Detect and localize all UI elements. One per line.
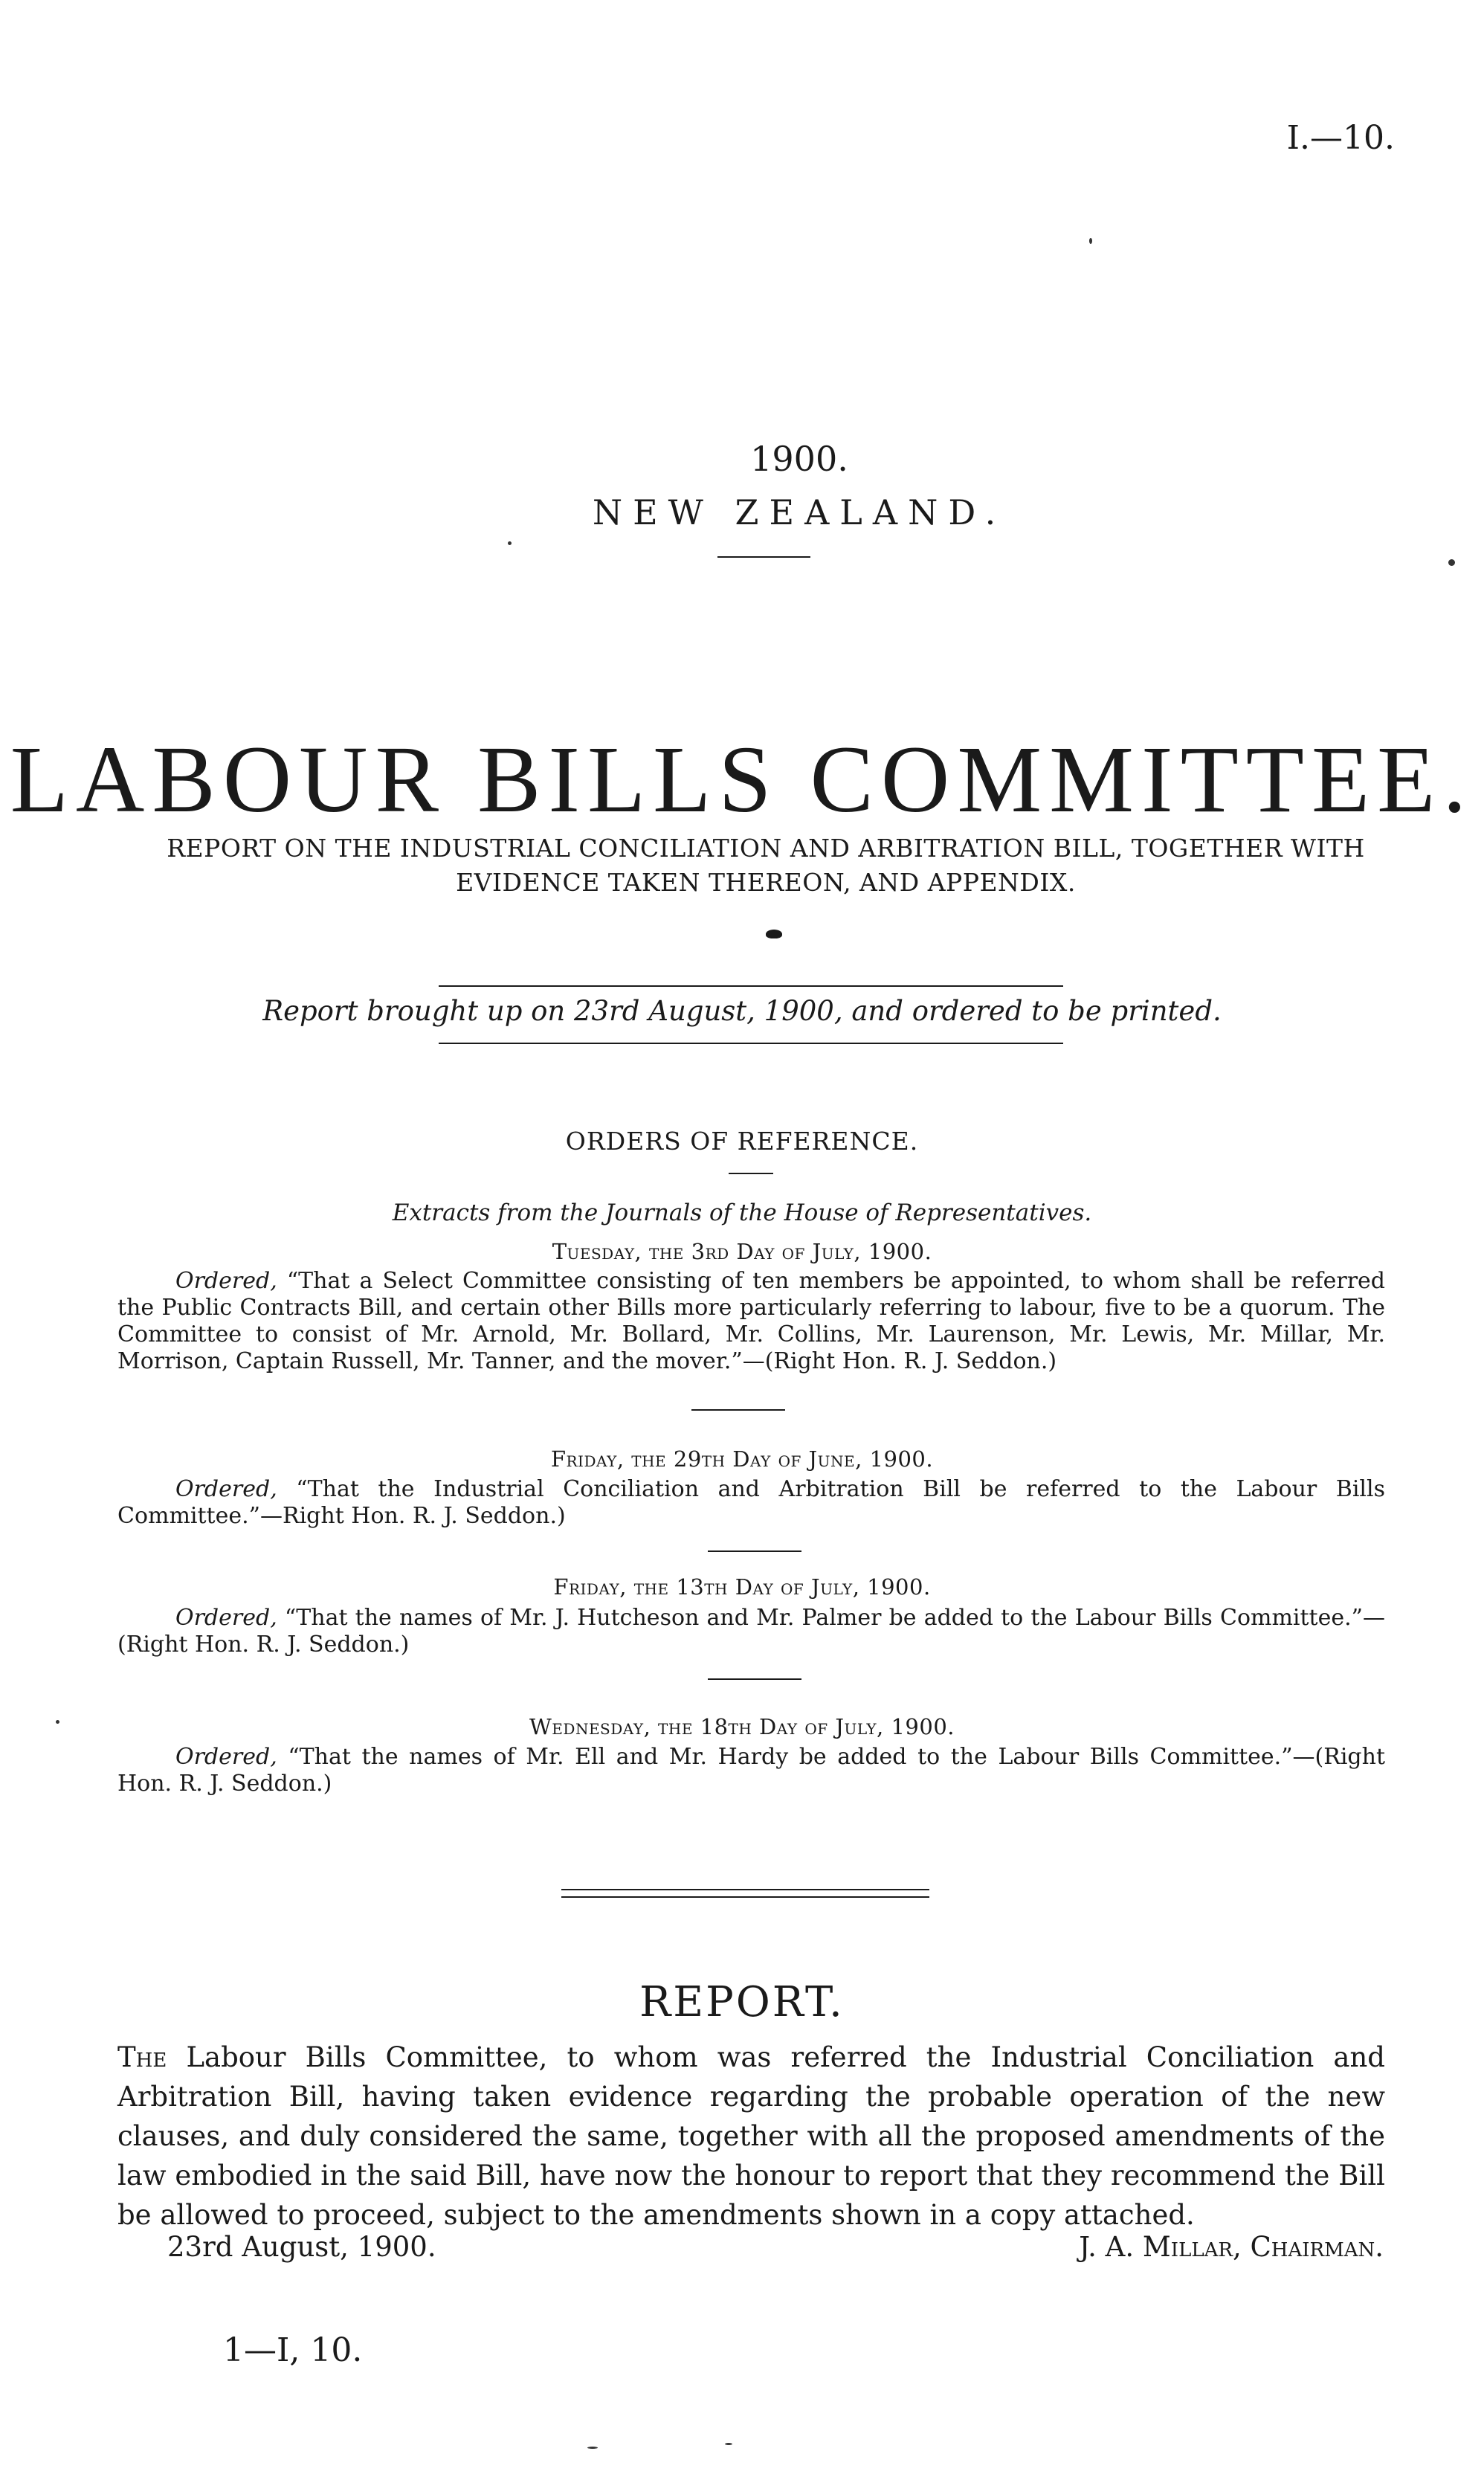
scan-speck — [725, 2443, 732, 2445]
order-divider — [691, 1409, 785, 1411]
report-brought-rule-top — [439, 985, 1063, 987]
order-text: “That the names of Mr. J. Hutcheson and Mr. Palmer be added to the Labour Bills Committee.”—(Right Hon. R. J. Seddon.) — [117, 1605, 1385, 1658]
country-underline — [717, 556, 810, 558]
order-text: “That the Industrial Conciliation and Arbitration Bill be referred to the Labour Bills Committee.”—Right Hon. R. J. Seddon.) — [117, 1476, 1385, 1529]
order-date: Friday, the 13th Day of July, 1900. — [553, 1574, 931, 1600]
session-year: 1900. — [750, 439, 848, 479]
country-heading: NEW ZEALAND. — [592, 492, 1007, 532]
order-divider — [708, 1550, 801, 1552]
ordered-label: Ordered, — [175, 1744, 277, 1770]
page-footer-reference: 1—I, 10. — [223, 2331, 363, 2369]
order-date: Wednesday, the 18th Day of July, 1900. — [529, 1714, 955, 1739]
journals-extract-line: Extracts from the Journals of the House of Representatives. — [392, 1199, 1092, 1226]
order-paragraph — [117, 1268, 1385, 1375]
report-body — [117, 2038, 1385, 2235]
report-signatory: J. A. Millar, Chairman. — [1079, 2231, 1384, 2263]
order-divider — [708, 1678, 801, 1680]
ornament-mark — [766, 930, 782, 938]
scan-speck — [508, 541, 512, 545]
orders-heading-underline — [729, 1173, 773, 1174]
order-date: Friday, the 29th Day of June, 1900. — [550, 1446, 934, 1472]
order-paragraph — [117, 1605, 1385, 1658]
document-title: LABOUR BILLS COMMITTEE. — [10, 727, 1474, 832]
scan-speck — [56, 1720, 59, 1724]
section-double-rule-bottom — [561, 1896, 929, 1898]
document-subtitle: REPORT ON THE INDUSTRIAL CONCILIATION AND ARBITRATION BILL, TOGETHER WITH EVIDENCE TAKEN THEREON, AND APPENDIX. — [167, 834, 1365, 897]
ordered-label: Ordered, — [175, 1605, 277, 1631]
report-date: 23rd August, 1900. — [167, 2231, 436, 2263]
scan-speck — [587, 2447, 598, 2449]
ordered-label: Ordered, — [175, 1268, 277, 1294]
report-brought-rule-bottom — [439, 1043, 1063, 1044]
section-double-rule-top — [561, 1889, 929, 1890]
order-paragraph — [117, 1744, 1385, 1797]
document-reference: I.—10. — [1286, 119, 1395, 157]
order-paragraph — [117, 1476, 1385, 1530]
scan-speck — [1089, 238, 1092, 244]
report-lead-word: The — [117, 2041, 167, 2073]
ordered-label: Ordered, — [175, 1476, 277, 1502]
order-text: “That the names of Mr. Ell and Mr. Hardy be added to the Labour Bills Committee.”—(Right Hon. R. J. Seddon.) — [117, 1744, 1385, 1797]
order-text: “That a Select Committee consisting of ten members be appointed, to whom shall be referred the Public Contracts Bill, and certain other Bills more particularly referring to labour, five to be a quorum. The Committee to consist of Mr. Arnold, Mr. Bollard, Mr. Collins, Mr. Laurenson, Mr. Lewis, Mr. Millar, Mr. Morrison, Captain Russell, Mr. Tanner, and the mover.”—(Right Hon. R. J. Seddon.) — [117, 1268, 1385, 1374]
report-brought-line: Report brought up on 23rd August, 1900, and ordered to be printed. — [262, 995, 1222, 1027]
report-body-text: Labour Bills Committee, to whom was referred the Industrial Conciliation and Arbitration Bill, having taken evidence regarding the probable operation of the new clauses, and duly considered the same, together with all the proposed amendments of the law embodied in the said Bill, have now the honour to report that they recommend the Bill be allowed to proceed, subject to the amendments shown in a copy attached. — [117, 2041, 1385, 2231]
scan-speck — [1448, 559, 1455, 566]
report-heading: REPORT. — [639, 1978, 845, 2026]
order-date: Tuesday, the 3rd Day of July, 1900. — [552, 1239, 932, 1264]
orders-of-reference-heading: ORDERS OF REFERENCE. — [565, 1127, 919, 1156]
